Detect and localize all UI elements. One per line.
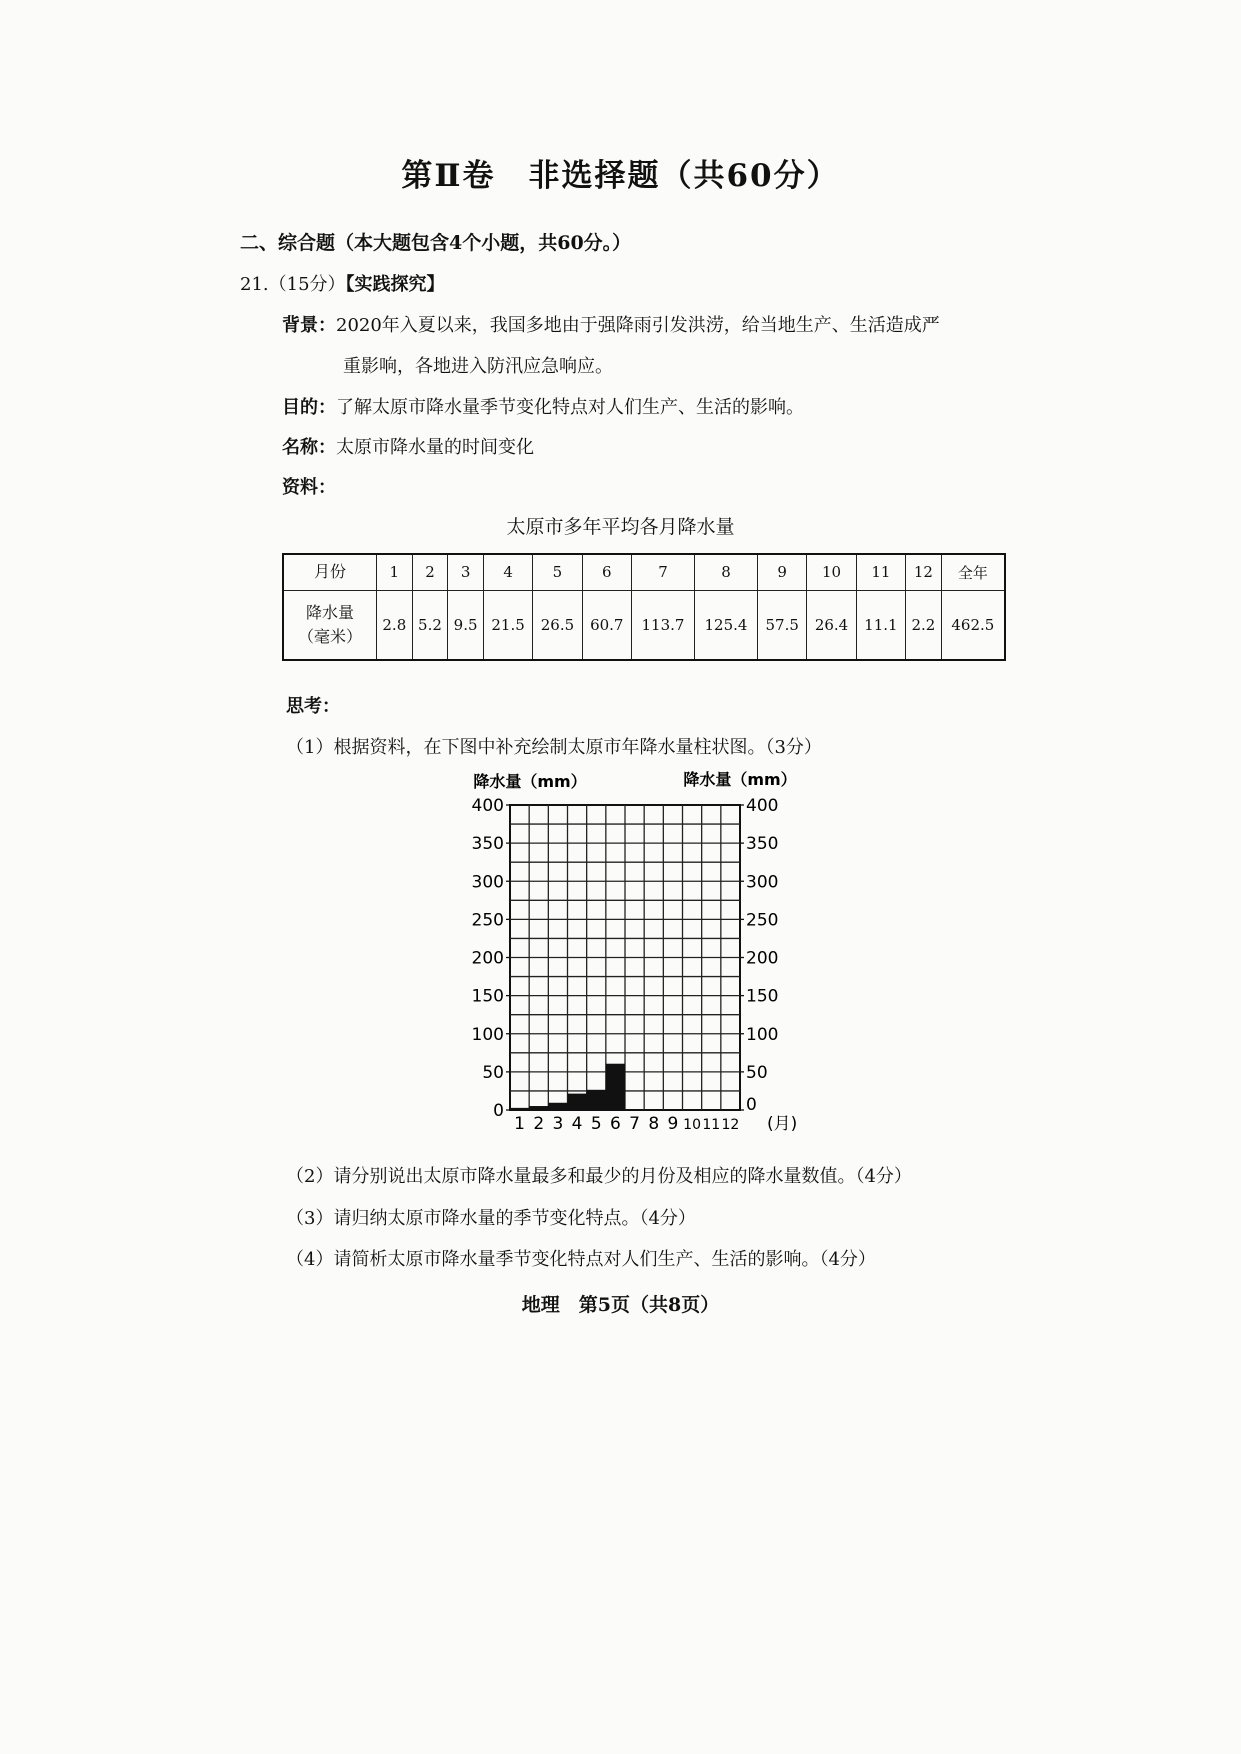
table-cell: 5 [533,554,582,590]
think-label: 思考： [286,696,340,717]
x-tick-label: 11 [702,1117,721,1133]
y-tick-label-right: 0 [746,1095,757,1115]
y-tick-label-left: 400 [471,796,504,816]
table-cell: 8 [694,554,757,590]
table-cell: 125.4 [694,590,757,660]
x-tick-label: 7 [629,1114,640,1134]
table-cell: 4 [483,554,532,590]
y-tick-label-left: 50 [482,1062,504,1083]
sub-question-4: （4）请简析太原市降水量季节变化特点对人们生产、生活的影响。（4分） [286,1249,876,1270]
table-cell: 11 [856,554,905,590]
background-label: 背景： [282,315,336,336]
bar-month-2 [529,1106,548,1110]
table-cell: 全年 [941,554,1005,590]
y-tick-label-left: 350 [471,834,504,855]
sub-question-3: （3）请归纳太原市降水量的季节变化特点。（4分） [286,1208,696,1229]
x-tick-label: 4 [571,1114,583,1134]
sub-question-2: （2）请分别说出太原市降水量最多和最少的月份及相应的降水量数值。（4分） [286,1166,912,1187]
y-tick-label-left: 100 [471,1024,504,1045]
page-footer: 地理 第5页（共8页） [521,1294,720,1316]
y-tick-label-right: 50 [746,1062,768,1083]
table-cell: 3 [448,554,484,590]
table-row-values [283,590,1005,660]
material-label: 资料： [282,477,336,498]
name-label: 名称： [282,437,336,458]
table-cell: 12 [906,554,942,590]
table-cell: 26.5 [533,590,582,660]
x-tick-label: 9 [667,1114,679,1134]
y-axis-label-right: 降水量（mm） [683,770,797,789]
table-cell: 2 [412,554,448,590]
table-caption: 太原市多年平均各月降水量 [506,516,735,538]
table-cell: 26.4 [807,590,856,660]
table-cell: 60.7 [582,590,631,660]
x-tick-label: 8 [648,1114,660,1134]
background-line-1 [282,311,940,337]
y-tick-label-left: 250 [471,910,504,931]
x-tick-label: 12 [721,1117,740,1133]
x-tick-label: 2 [533,1114,545,1134]
y-tick-label-right: 400 [746,796,779,816]
name-line [282,433,534,459]
name-text: 太原市降水量的时间变化 [336,437,534,458]
bar-month-5 [587,1090,606,1110]
question-score: 21.（15分） [240,274,346,295]
table-cell: 11.1 [856,590,905,660]
y-tick-label-left: 200 [471,948,504,969]
y-tick-label-left: 0 [493,1101,504,1121]
x-tick-label: 10 [683,1117,701,1133]
bar-month-6 [606,1064,625,1110]
table-cell: 9 [758,554,807,590]
y-tick-label-right: 250 [746,910,779,931]
table-cell: 462.5 [941,590,1005,660]
bar-month-1 [510,1108,529,1110]
table-row-months [283,554,1005,590]
table-cell: 113.7 [631,590,694,660]
x-tick-label: 5 [590,1114,602,1134]
question-tag: 【实践探究】 [345,274,445,295]
purpose-text: 了解太原市降水量季节变化特点对人们生产、生活的影响。 [336,397,804,418]
table-cell: 10 [807,554,856,590]
precip-label: 降水量 [305,602,354,622]
y-tick-label-left: 150 [471,986,504,1007]
precip-unit: （毫米） [297,626,362,646]
sub-question-1: （1）根据资料，在下图中补充绘制太原市年降水量柱状图。（3分） [286,737,822,758]
y-tick-label-right: 300 [746,872,779,893]
table-header-precip [283,590,377,660]
y-tick-label-right: 150 [746,986,779,1007]
table-cell: 1 [377,554,413,590]
y-tick-label-right: 350 [746,834,779,855]
bar-month-4 [568,1094,587,1110]
y-axis-label-left: 降水量（mm） [473,772,587,791]
y-tick-label-left: 300 [471,872,504,893]
table-cell: 5.2 [412,590,448,660]
background-line-2: 重影响，各地进入防汛应急响应。 [343,356,613,377]
table-cell: 9.5 [448,590,484,660]
x-axis-label: (月) [767,1114,798,1134]
precipitation-bar-chart [430,765,830,1135]
purpose-line [282,393,804,419]
table-cell: 6 [582,554,631,590]
question-number [240,270,445,296]
table-cell: 2.8 [377,590,413,660]
background-text-1: 2020年入夏以来，我国多地由于强降雨引发洪涝，给当地生产、生活造成严 [336,315,940,336]
y-tick-label-right: 100 [746,1024,779,1045]
purpose-label: 目的： [282,397,336,418]
section-heading: 二、综合题（本大题包含4个小题，共60分。） [240,232,632,254]
y-tick-label-right: 200 [746,948,779,969]
x-tick-label: 1 [514,1114,525,1134]
precipitation-table [282,553,1006,661]
table-cell: 57.5 [758,590,807,660]
bar-month-3 [548,1103,567,1110]
table-cell: 2.2 [906,590,942,660]
x-tick-label: 6 [610,1114,621,1134]
page-title: 第Ⅱ卷 非选择题（共60分） [401,158,840,194]
x-tick-label: 3 [552,1114,564,1134]
table-header-month: 月份 [283,554,377,590]
table-cell: 21.5 [483,590,532,660]
table-cell: 7 [631,554,694,590]
